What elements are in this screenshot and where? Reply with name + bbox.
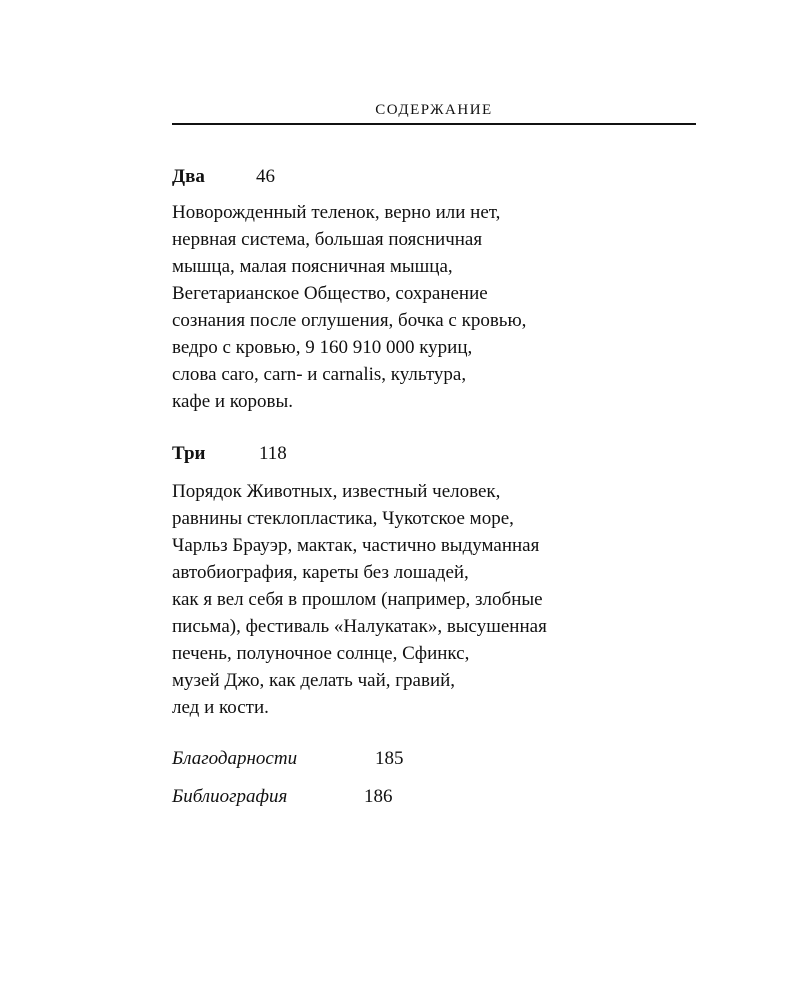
- chapter-heading-dva: [172, 165, 275, 189]
- chapter-title: Три: [172, 443, 206, 464]
- description-line: как я вел себя в прошлом (например, злобные: [172, 589, 543, 610]
- description-line: лед и кости.: [172, 697, 269, 718]
- description-line: кафе и коровы.: [172, 391, 294, 412]
- appendix-bibliography: [172, 785, 393, 809]
- chapter-description-tri: [172, 478, 732, 721]
- description-line: слова caro, carn- и carnalis, культура,: [172, 364, 467, 385]
- description-line: сознания после оглушения, бочка с кровью,: [172, 310, 527, 331]
- description-line: музей Джо, как делать чай, гравий,: [172, 670, 456, 691]
- appendix-acknowledgements: [172, 747, 404, 771]
- description-line: нервная система, большая поясничная: [172, 229, 483, 250]
- description-line: Вегетарианское Общество, сохранение: [172, 283, 488, 304]
- chapter-heading-tri: [172, 442, 287, 466]
- description-line: автобиография, кареты без лошадей,: [172, 562, 469, 583]
- description-line: Порядок Животных, известный человек,: [172, 481, 501, 502]
- chapter-page-number: 118: [259, 443, 287, 464]
- appendix-page-number: 185: [375, 748, 404, 769]
- appendix-title: Библиография: [172, 786, 288, 807]
- description-line: ведро с кровью, 9 160 910 000 куриц,: [172, 337, 473, 358]
- description-line: равнины стеклопластика, Чукотское море,: [172, 508, 514, 529]
- description-line: Чарльз Брауэр, мактак, частично выдуманная: [172, 535, 540, 556]
- chapter-title: Два: [172, 166, 205, 187]
- running-head-title: СОДЕРЖАНИЕ: [375, 102, 493, 118]
- appendix-page-number: 186: [364, 786, 393, 807]
- description-line: мышца, малая поясничная мышца,: [172, 256, 453, 277]
- description-line: письма), фестиваль «Налукатак», высушенная: [172, 616, 547, 637]
- appendix-title: Благодарности: [172, 748, 298, 769]
- header-rule: [172, 123, 696, 125]
- description-line: Новорожденный теленок, верно или нет,: [172, 202, 501, 223]
- chapter-description-dva: [172, 199, 732, 415]
- chapter-page-number: 46: [256, 166, 275, 187]
- description-line: печень, полуночное солнце, Сфинкс,: [172, 643, 470, 664]
